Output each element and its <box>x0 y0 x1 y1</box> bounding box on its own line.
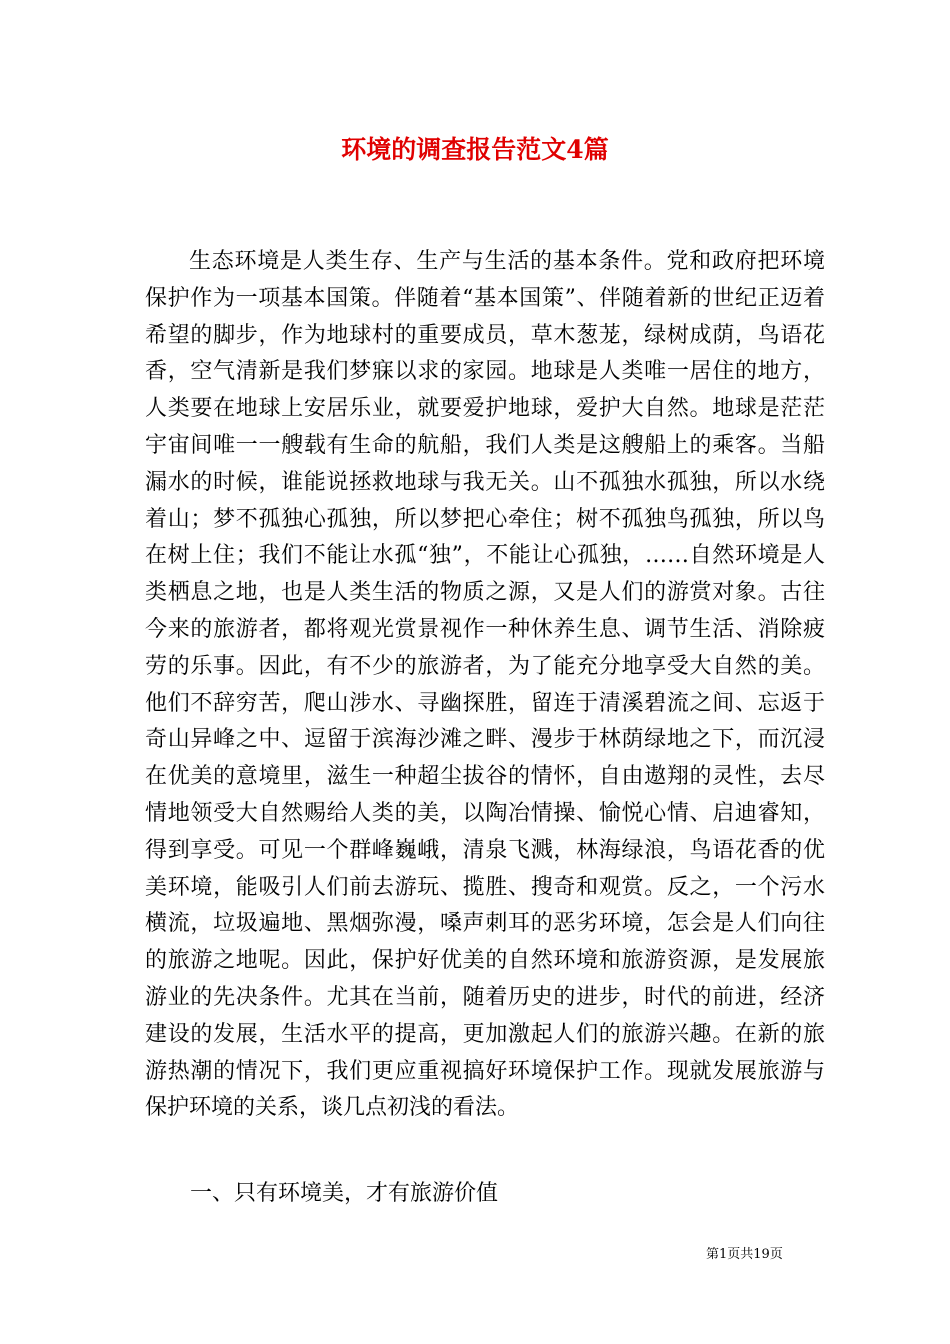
body-paragraph: 生态环境是人类生存、生产与生活的基本条件。党和政府把环境保护作为一项基本国策。伴随着“基本国策”、伴随着新的世纪正迈着希望的脚步，作为地球村的重要成员，草木葱茏，绿树成荫，鸟语花香，空气清新是我们梦寐以求的家园。地球是人类唯一居住的地方，人类要在地球上安居乐业，就要爱护地球，爱护大自然。地球是茫茫宇宙间唯一一艘载有生命的航船，我们人类是这艘船上的乘客。当船漏水的时候，谁能说拯救地球与我无关。山不孤独水孤独，所以水绕着山；梦不孤独心孤独，所以梦把心牵住；树不孤独鸟孤独，所以鸟在树上住；我们不能让水孤“独”，不能让心孤独，……自然环境是人类栖息之地，也是人类生活的物质之源，又是人们的游赏对象。古往今来的旅游者，都将观光赏景视作一种休养生息、调节生活、消除疲劳的乐事。因此，有不少的旅游者，为了能充分地享受大自然的美。他们不辞穷苦，爬山涉水、寻幽探胜，留连于清溪碧流之间、忘返于奇山异峰之中、逗留于滨海沙滩之畔、漫步于林荫绿地之下，而沉浸在优美的意境里，滋生一种超尘拔谷的情怀，自由遨翔的灵性，去尽情地领受大自然赐给人类的美，以陶冶情操、愉悦心情、启迪睿知，得到享受。可见一个群峰巍峨，清泉飞溅，林海绿浪，鸟语花香的优美环境，能吸引人们前去游玩、揽胜、搜奇和观赏。反之，一个污水横流，垃圾遍地、黑烟弥漫，嗓声刺耳的恶劣环境，怎会是人们向往的旅游之地呢。因此，保护好优美的自然环境和旅游资源，是发展旅游业的先决条件。尤其在当前，随着历史的进步，时代的前进，经济建设的发展，生活水平的提高，更加激起人们的旅游兴趣。在新的旅游热潮的情况下，我们更应重视搞好环境保护工作。现就发展旅游与保护环境的关系，谈几点初浅的看法。 <box>145 249 825 1121</box>
document-title: 环境的调查报告范文4篇 <box>341 135 609 164</box>
page-number-footer: 第1页共19页 <box>706 1247 783 1262</box>
section-heading: 一、只有环境美，才有旅游价值 <box>190 1181 499 1206</box>
